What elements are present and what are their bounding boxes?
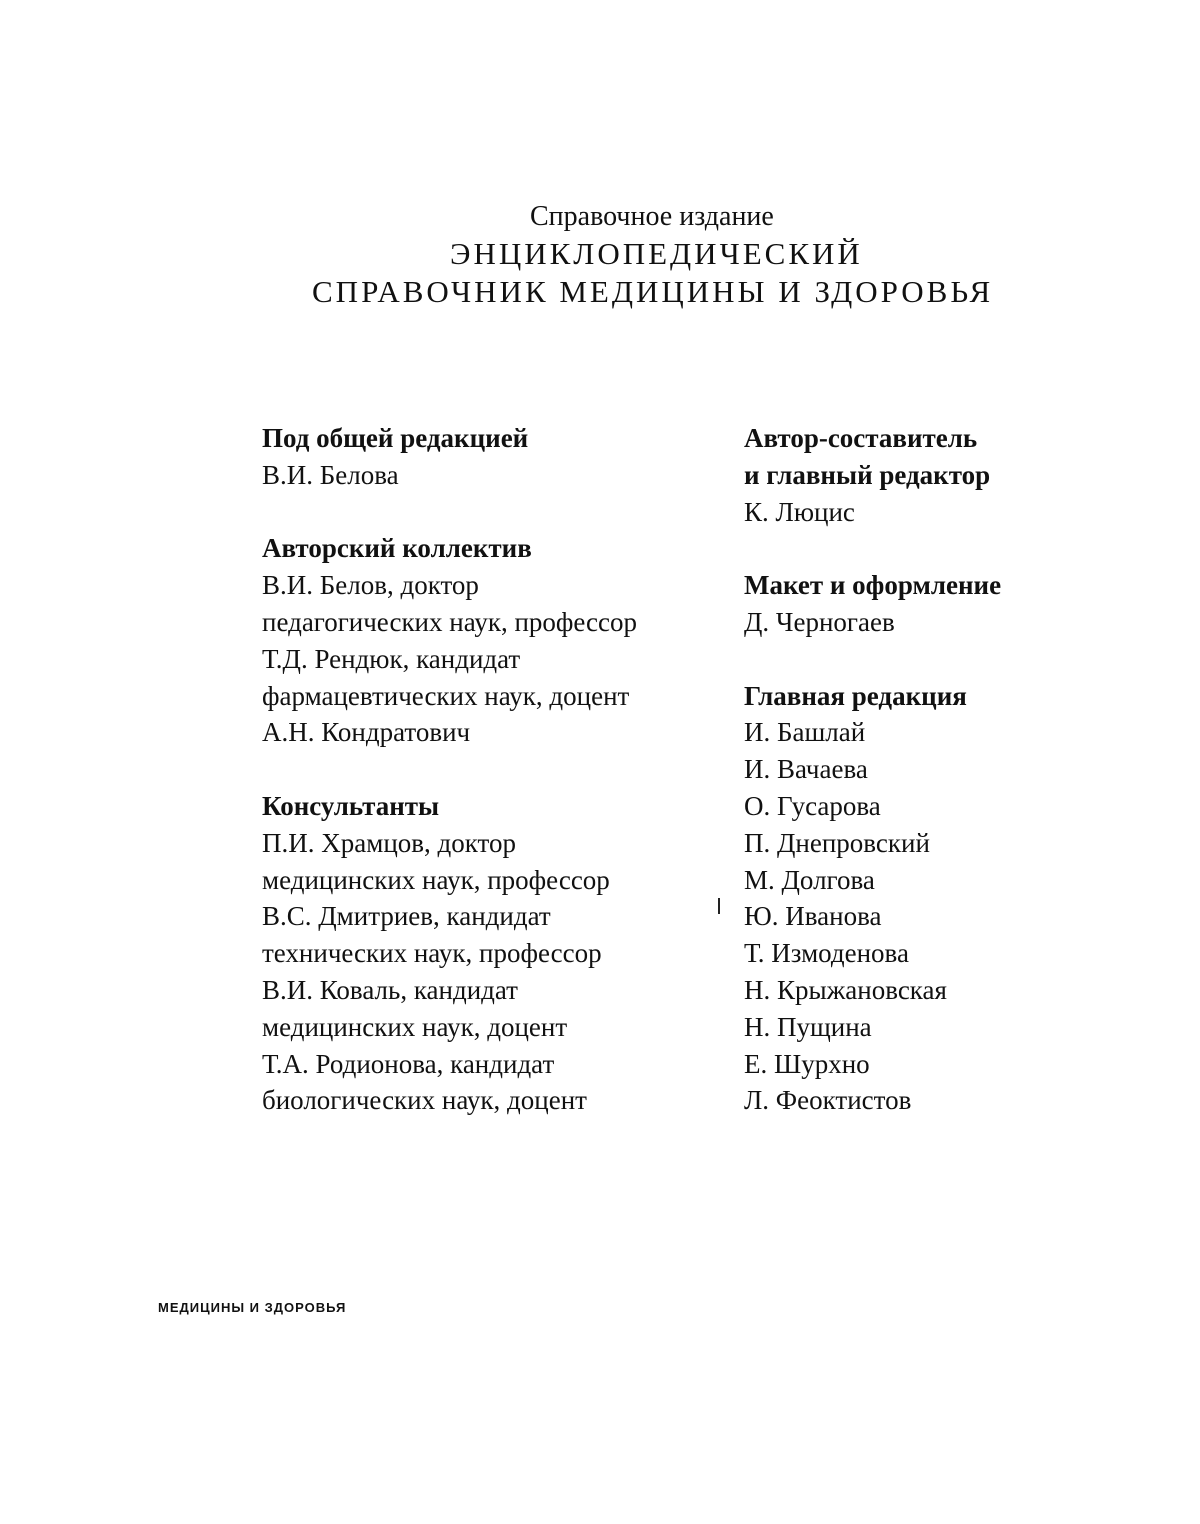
credit-line: Ю. Иванова <box>744 901 882 932</box>
credit-line: И. Башлай <box>744 717 866 748</box>
credit-line: Н. Пущина <box>744 1011 872 1042</box>
credit-line: И. Вачаева <box>744 754 868 785</box>
book-title-line-1: ЭНЦИКЛОПЕДИЧЕСКИЙ <box>450 236 863 271</box>
credits-section-layout <box>744 567 1064 641</box>
book-title-line-2: СПРАВОЧНИК МЕДИЦИНЫ И ЗДОРОВЬЯ <box>312 274 994 309</box>
credit-line: технических наук, профессор <box>262 938 602 969</box>
credit-line: Д. Черногаев <box>744 606 895 637</box>
credit-line: Т. Измоденова <box>744 938 909 969</box>
credit-line: К. Люцис <box>744 496 855 527</box>
credit-line: Т.Д. Рендюк, кандидат <box>262 643 521 674</box>
credit-line: медицинских наук, доцент <box>262 1011 568 1042</box>
credits-left-column <box>262 420 722 1156</box>
credit-line: В.И. Белов, доктор <box>262 570 479 601</box>
credit-line: фармацевтических наук, доцент <box>262 680 630 711</box>
credit-line: медицинских наук, профессор <box>262 864 610 895</box>
credits-right-column <box>744 420 1064 1156</box>
credit-line: А.Н. Кондратович <box>262 717 471 748</box>
section-heading: Макет и оформление <box>744 570 1002 601</box>
credit-line: Е. Шурхно <box>744 1048 870 1079</box>
credit-line: П.И. Храмцов, доктор <box>262 827 516 858</box>
credits-section-consultants <box>262 788 722 1119</box>
publication-type: Справочное издание <box>530 201 774 232</box>
credits-section-editor <box>262 420 722 494</box>
section-heading: Главная редакция <box>744 680 967 711</box>
credit-line: Т.А. Родионова, кандидат <box>262 1048 555 1079</box>
credits-section-compiler <box>744 420 1064 530</box>
credit-line: Н. Крыжановская <box>744 974 947 1005</box>
scan-artifact-mark <box>718 898 720 914</box>
credit-line: О. Гусарова <box>744 790 881 821</box>
credit-line: биологических наук, доцент <box>262 1085 587 1116</box>
credit-line: В.И. Коваль, кандидат <box>262 974 518 1005</box>
section-heading: Автор-составитель <box>744 423 978 453</box>
section-heading: и главный редактор <box>744 459 991 490</box>
credits-section-editorial-board <box>744 678 1064 1120</box>
section-heading: Под общей редакцией <box>262 423 529 453</box>
section-heading: Авторский коллектив <box>262 533 532 564</box>
credit-line: В.И. Белова <box>262 459 399 490</box>
credits-section-authors <box>262 530 722 751</box>
credit-line: Л. Феоктистов <box>744 1085 912 1116</box>
credit-line: М. Долгова <box>744 864 875 895</box>
page-footer: МЕДИЦИНЫ И ЗДОРОВЬЯ <box>158 1300 347 1315</box>
section-heading: Консультанты <box>262 790 440 821</box>
credit-line: В.С. Дмитриев, кандидат <box>262 901 551 932</box>
credit-line: педагогических наук, профессор <box>262 606 638 637</box>
credit-line: П. Днепровский <box>744 827 930 858</box>
